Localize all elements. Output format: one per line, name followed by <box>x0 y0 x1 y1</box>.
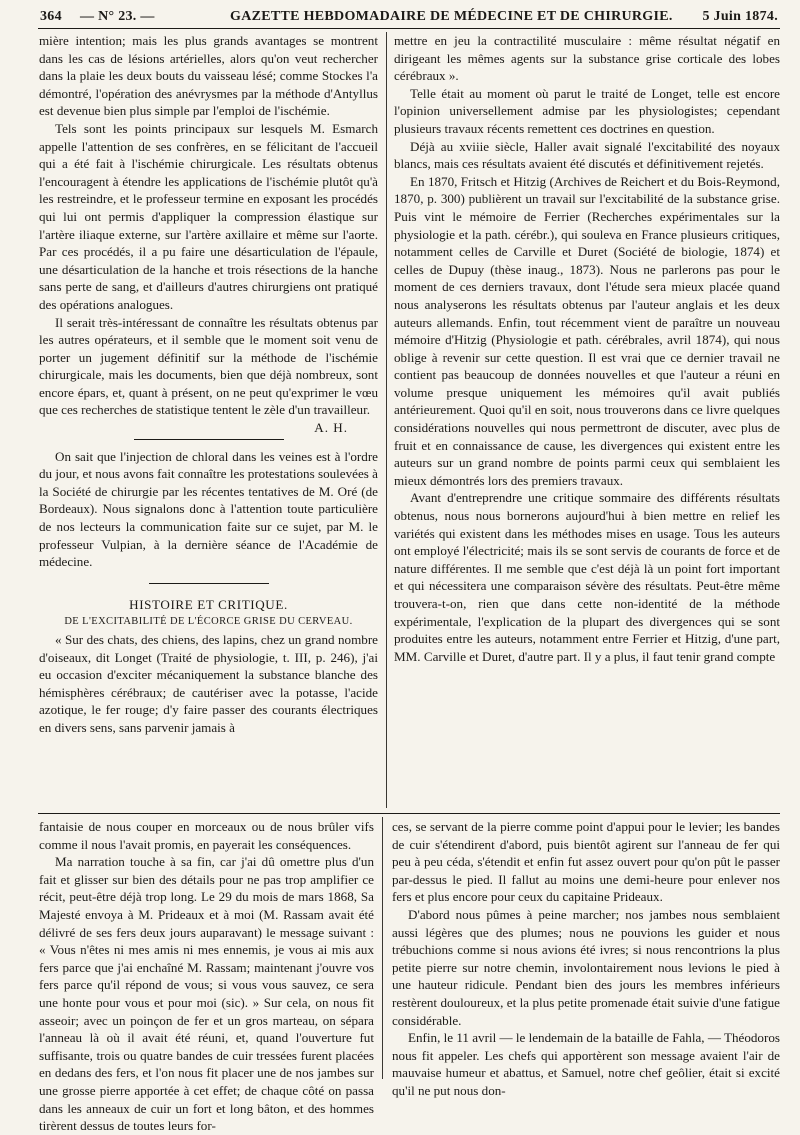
paragraph: fantaisie de nous couper en morceaux ou de nous brûler vifs comme il nous l'avait promis, en payerait les conséquences. <box>39 819 374 852</box>
column-divider <box>382 817 383 1079</box>
paragraph: mière intention; mais les plus grands avantages se montrent dans les cas de lésions artérielles, alors qu'on veut rechercher dans la plaie les deux bouts du vaisseau lésé; comme Stockes l'a démontré, l'opération des anévrysmes par la méthode d'Antyllus est devenue bien plus simple par l'emploi de l'ischémie. <box>39 33 378 119</box>
paragraph: Il serait très-intéressant de connaître les résultats obtenus par les autres opérateurs, et il semble que le moment soit venu de porter un jugement définitif sur la méthode de l'ischémie chirurgicale, mais les documents, bien que déjà nombreux, sont encore épars, et, quant à présent, on ne peut qu'exprimer le vœu que ces recherches de statistique tentent le zèle d'un travailleur. <box>39 314 378 418</box>
page-number: 364 <box>40 9 62 24</box>
column-left <box>39 32 378 808</box>
page-header <box>40 6 778 28</box>
author-signature: A. H. <box>314 420 348 436</box>
journal-title: GAZETTE HEBDOMADAIRE DE MÉDECINE ET DE CHIRURGIE. <box>230 9 673 24</box>
paragraph: D'abord nous pûmes à peine marcher; nos jambes nous semblaient aussi légères que des plumes; nous ne pouvions les guider et nous trébuchions comme si nous avions été ivres; si nous rencontrions la plus petite pierre sur notre chemin, involontairement nous levions le pied à une hauteur ridicule. Pendant bien des jours les membres inférieurs restèrent douloureux, et la plus petite promenade était suivie d'une fatigue considérable. <box>392 906 780 1028</box>
paragraph: Déjà au xviiie siècle, Haller avait signalé l'excitabilité des noyaux blancs, mais ces résultats avaient été discutés et définitivement rejetés. <box>394 138 780 172</box>
issue-number: — N° 23. — <box>80 9 155 24</box>
paragraph: Avant d'entreprendre une critique sommaire des différents résultats obtenus, nous nous bornerons aujourd'hui à bien mettre en relief les variétés qui existent dans les méthodes mises en usage. Tous les auteurs ont employé l'électricité; mais ils se sont servis de courants de force et de nature différentes. Il me semble que c'est déjà là un point fort important et qui nécessitera une comparaison sévère des résultats. Peut-être même trouvera-t-on, rien que dans cette non-identité de la méthode expérimentale, l'explication de la plupart des divergences qui se sont produites entre les auteurs, notamment entre Ferrier et Hitzig, d'une part, MM. Carville et Duret, d'autre part. Il y a plus, il faut tenir grand compte <box>394 490 780 664</box>
feuilleton-left <box>39 818 374 1134</box>
quote-paragraph: « Sur des chats, des chiens, des lapins, chez un grand nombre d'oiseaux, dit Longet (Traité de physiologie, t. III, p. 246), j'ai eu occasion d'exciter mécaniquement la substance blanche des hémisphères cérébraux; de cautériser avec la potasse, l'acide azotique, le fer rouge; d'y faire passer des courants électriques en divers sens, sans parvenir jamais à <box>39 632 378 735</box>
paragraph: En 1870, Fritsch et Hitzig (Archives de Reichert et du Bois-Reymond, 1870, p. 300) publièrent un travail sur l'excitabilité de la substance grise. Puis vint le mémoire de Ferrier (Recherches expérimentales sur la physiologie et la path. cérébr.), qui souleva en France plusieurs critiques, notamment celles de Carville et Duret (Société de biologie, 1874) et celles de Dupuy (thèse inaug., 1873). Nous ne parlerons pas pour le moment de ces derniers travaux, dont l'étude sera mieux placée quand nous analyserons les résultats obtenus par l'auteur anglais et les deux auteurs allemands. Enfin, tout récemment vient de paraître un nouveau mémoire d'Hitzig (Physiologie et path. cérébrales, avril 1874), qui nous oblige à revenir sur cette question. Il est vrai que ce dernier travail ne contient pas beaucoup de données nouvelles et que l'auteur a réuni en volume presque uniquement les mémoires qu'il avait publiés antérieurement. Quoi qu'il en soit, nous trouverons dans ce livre quelques considérations nouvelles qui nous permettront de discuter, avec plus de fruit et en connaissance de cause, les divergences qui existent entre les auteurs sur un grand nombre de points parmi ceux qui semblaient les mieux démontrés lors des premiers travaux. <box>394 173 780 488</box>
section-divider <box>134 439 284 440</box>
feuilleton-rule <box>38 813 780 814</box>
column-divider <box>386 32 387 808</box>
paragraph: Ma narration touche à sa fin, car j'ai dû omettre plus d'un fait et glisser sur bien des détails pour ne pas trop amplifier ce récit, peut-être déjà trop long. Le 29 du mois de mars 1868, Sa Majesté envoya à M. Prideaux et à moi (M. Rassam avait été délivré de ses fers deux jours auparavant) le message suivant : « Vous n'êtes ni mes amis ni mes ennemis, je vous ai mis aux fers parce que j'ai enchaîné M. Rassam; maintenant j'ouvre vos fers parce qu'il répond de vous; si vous vous sauvez, ce sera une honte pour vous et pour moi (sic). » Sur cela, on nous fit asseoir; avec un poinçon de fer et un gros marteau, on sépara l'anneau là où il avait été réuni, et, quand l'ouverture fut suffisante, trois ou quatre bandes de cuir tressées furent placées en dedans des fers, et l'on nous fit placer une de nos jambes sur une grosse pierre apportée à cet effet; de chaque côté on passa dans les anneaux de cuir un fort et long bâton, et des hommes tirèrent dessus de toutes leurs for- <box>39 854 374 1134</box>
paragraph: Enfin, le 11 avril — le lendemain de la bataille de Fahla, — Théodoros nous fit appeler. Les chefs qui apportèrent son message avaient l'air de mauvaise humeur et abattus, et Samuel, notre chef geôlier, était si excité qu'il ne put nous don- <box>392 1030 780 1098</box>
section-title: HISTOIRE ET CRITIQUE. <box>129 596 288 612</box>
feuilleton-right <box>392 818 780 1098</box>
paragraph: mettre en jeu la contractilité musculaire : même résultat négatif en dirigeant les mêmes agents sur la substance grise corticale des lobes cérébraux ». <box>394 33 780 84</box>
paragraph: ces, se servant de la pierre comme point d'appui pour le levier; les bandes de cuir s'étendirent d'abord, puis bientôt agirent sur l'anneau de fer qui peu à peu céda, s'étendit et enfin fut assez ouvert pour qu'on pût le passer par-dessus le pied. Il fallut au moins une demi-heure pour enlever nos fers et plus encore pour ceux du capitaine Prideaux. <box>392 819 780 905</box>
paragraph: Tels sont les points principaux sur lesquels M. Esmarch appelle l'attention de ses confrères, en se félicitant de l'accueil qui a été fait à l'ischémie chirurgicale. Les résultats obtenus l'encouragent à étendre les applications de l'ischémie plutôt qu'à les restreindre, et le professeur termine en exposant les procédés qui lui ont permis d'appliquer la compression élastique sur l'artère iliaque externe, sur l'artère axillaire et même sur l'aorte. Par ces procédés, il a pu faire une désarticulation de l'épaule, une désarticulation de la hanche et trois résections de la hanche sans perte de sang, et d'ailleurs d'autres chirurgiens ont pratiqué des opérations analogues. <box>39 120 378 312</box>
notice-paragraph: On sait que l'injection de chloral dans les veines est à l'ordre du jour, et nous avons fait connaître les protestations soulevées à la Société de chirurgie par les récentes tentatives de M. Oré (de Bordeaux). Nous signalons donc à l'attention toute particulière de nos lecteurs la communication faite sur ce sujet, par M. le professeur Vulpian, à la dernière séance de l'Académie de médecine. <box>39 448 378 570</box>
section-divider <box>149 583 269 584</box>
header-rule <box>38 28 780 29</box>
article-subheading: DE L'EXCITABILITÉ DE L'ÉCORCE GRISE DU CERVEAU. <box>64 616 353 628</box>
issue-date: 5 Juin 1874. <box>702 9 778 24</box>
paragraph: Telle était au moment où parut le traité de Longet, telle est encore l'opinion universellement admise par les physiologistes; cependant plusieurs travaux récents remettent ces doctrines en question. <box>394 85 780 136</box>
column-right <box>394 32 780 808</box>
